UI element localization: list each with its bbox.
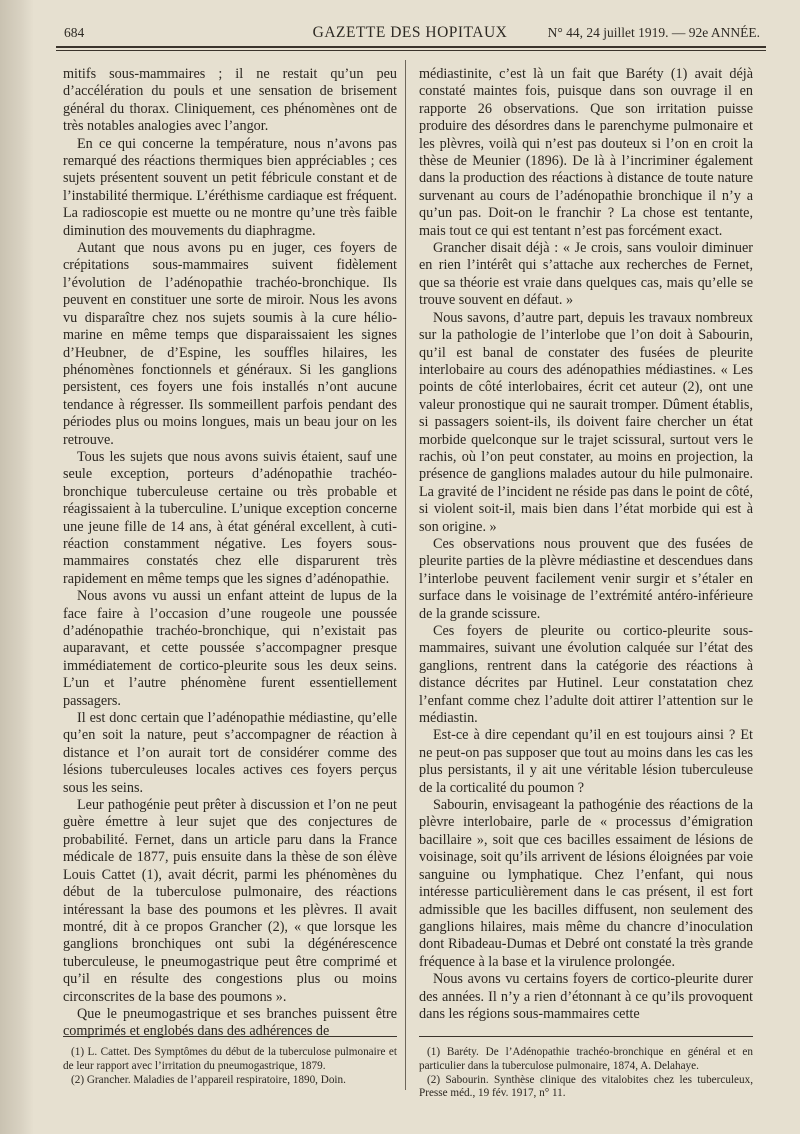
- paragraph: médiastinite, c’est là un fait que Baréty (1) avait déjà constaté maintes fois, puisque dans son ouvrage il en rapporte 26 observations. Que son irritation puisse produire des désordres dans le parenchyme pulmonaire et les plèvres, voilà qui n’est pas douteux si l’on en croit la thèse de Meunier (1896). De là à l’incriminer également dans la production des réactions à distance de toute nature survenant au cours de l’adénopathie bronchique il n’y a qu’un pas. Doit-on le franchir ? La chose est tentante, mais tout ce qui est tentant n’est pas forcément exact.: [419, 66, 753, 239]
- footnote-rule-left: [63, 1036, 397, 1037]
- footnotes-left: [63, 1046, 397, 1087]
- paragraph: mitifs sous-mammaires ; il ne restait qu’un peu d’accélération du pouls et une sensation de brisement général du thorax. Cliniquement, ces phénomènes ont de très notables analogies avec l’angor.: [63, 66, 397, 135]
- footnote-rule-right: [419, 1036, 753, 1037]
- paragraph: Tous les sujets que nous avons suivis étaient, sauf une seule exception, porteurs d’adénopathie trachéo-bronchique tuberculeuse certaine ou très probable et réagissaient à la tuberculine. L’unique exception concerne une jeune fille de 14 ans, à état général excellent, à cuti-réaction constamment négative. Les foyers sous-mammaires constatés chez elle disparurent très rapidement en même temps que les signes d’adénopathie.: [63, 448, 397, 587]
- header-rule-thick: [56, 46, 766, 48]
- footnote: (2) Grancher. Maladies de l’appareil respiratoire, 1890, Doin.: [71, 1073, 346, 1086]
- running-header: [60, 22, 760, 44]
- paragraph: Il est donc certain que l’adénopathie médiastine, qu’elle qu’en soit la nature, peut s’accompagner de réaction à distance et l’on aurait tort de considérer comme des lésions tuberculeuses locales actives ces foyers perçus sous les seins.: [63, 710, 397, 796]
- footnote: (1) Baréty. De l’Adénopathie trachéo-bronchique en général et en particulier dans la tuberculose pulmonaire, 1874, A. Delahaye.: [419, 1046, 753, 1072]
- paragraph: Ces observations nous prouvent que des fusées de pleurite parties de la plèvre médiastine et descendues dans l’interlobe peuvent facilement venir surgir et s’étaler en surface dans le voisinage de l’extrémité antéro-inférieure de la grande scissure.: [419, 535, 753, 622]
- paragraph: Ces foyers de pleurite ou cortico-pleurite sous-mammaires, suivant une évolution calquée sur l’état des ganglions, rentrent dans la catégorie des réactions à distance décrites par Hutinel. Leur constatation chez l’enfant comme chez l’adulte doit attirer l’attention sur le médiastin.: [419, 623, 753, 727]
- journal-title: GAZETTE DES HOPITAUX: [312, 24, 508, 41]
- paragraph: Sabourin, envisageant la pathogénie des réactions de la plèvre interlobaire, parle de « processus d’émigration bacillaire », soit que ces bacilles essaiment de lésions de voisinage, soit qu’ils arrivent de lésions éloignées par voie sanguine ou lymphatique. Chez l’enfant, qui nous intéresse particulièrement dans le cas présent, il est fort admissible que les bacilles diffusent, non seulement des ganglions hilaires, mais même du chancre d’inoculation dont Ribadeau-Dumas et Debré ont constaté la très grande fréquence à la base et la virulence prolongée.: [419, 797, 753, 970]
- paragraph: Grancher disait déjà : « Je crois, sans vouloir diminuer en rien l’intérêt qui s’attache aux recherches de Fernet, que sa théorie est vraie dans quelques cas, mais qu’elle se trouve souvent en défaut. »: [419, 240, 753, 309]
- issue-line: N° 44, 24 juillet 1919. — 92e ANNÉE.: [547, 25, 760, 40]
- header-rule-thin: [56, 50, 766, 51]
- paragraph: En ce qui concerne la température, nous n’avons pas remarqué des réactions thermiques bien appréciables ; ces sujets présentent souvent un petit fébricule constant et de l’instabilité thermique. L’éréthisme cardiaque est fréquent. La radioscopie est muette ou ne montre qu’une très faible diminution des mouvements du diaphragme.: [63, 135, 397, 239]
- page-binding-shadow: [0, 0, 34, 1134]
- paragraph: Que le pneumogastrique et ses branches puissent être comprimés et englobés dans des adhérences de: [63, 1005, 397, 1040]
- footnote: (1) L. Cattet. Des Symptômes du début de la tuberculose pulmonaire et de leur rapport avec l’irritation du pneumogastrique, 1879.: [63, 1046, 397, 1072]
- page-number: 684: [64, 25, 85, 40]
- paragraph: Leur pathogénie peut prêter à discussion et l’on ne peut guère émettre à leur sujet que des conjectures de probabilité. Fernet, dans un article paru dans la France médicale de 1877, puis ensuite dans la thèse de son élève Louis Cattet (1), avait décrit, parmi les phénomènes du début de la tuberculose pulmonaire, des réactions intéressant la base des poumons et les plèvres. Il avait montré, dit à ce propos Grancher (2), « que lorsque les ganglions bronchiques ont subi la dégénérescence tuberculeuse, le pneumogastrique peut être comprimé et qu’il en résulte des congestions plus ou moins circonscrites de la base des poumons ».: [63, 797, 397, 1005]
- footnote: (2) Sabourin. Synthèse clinique des vitalobites chez les tuberculeux, Presse méd., 19 fév. 1917, n° 11.: [419, 1073, 753, 1100]
- paragraph: Autant que nous avons pu en juger, ces foyers de crépitations sous-mammaires suivent fidèlement l’évolution de l’adénopathie trachéo-bronchique. Ils peuvent en constituer une sorte de miroir. Nous les avons vu disparaître chez nos sujets soumis à la cure hélio-marine en même temps que disparaissaient les signes d’Heubner, de d’Espine, les souffles hilaires, les phénomènes fonctionnels et généraux. Si les ganglions persistent, ces foyers une fois installés n’ont aucune tendance à régresser. Ils sommeillent parfois pendant des périodes plus ou moins longues, mais un beau jour on les retrouve.: [63, 240, 397, 448]
- paragraph: Nous avons vu aussi un enfant atteint de lupus de la face faire à l’occasion d’une rougeole une poussée d’adénopathie trachéo-bronchique, qui n’existait pas auparavant, et cette poussée s’accompagner presque immédiatement de cortico-pleurite sous les deux seins. L’un et l’autre phénomène furent essentiellement passagers.: [63, 588, 397, 709]
- column-divider: [405, 60, 406, 1090]
- paragraph: Est-ce à dire cependant qu’il en est toujours ainsi ? Et ne peut-on pas supposer que tout au moins dans les cas les plus persistants, il y ait une véritable lésion tuberculeuse de la corticalité du poumon ?: [419, 727, 753, 796]
- paragraph: Nous avons vu certains foyers de cortico-pleurite durer des années. Il n’y a rien d’étonnant à ce qu’ils provoquent dans les régions sous-mammaires cette: [419, 971, 753, 1022]
- footnotes-right: [419, 1046, 753, 1101]
- paragraph: Nous savons, d’autre part, depuis les travaux nombreux sur la pathologie de l’interlobe que l’on doit à Sabourin, qu’il est banal de constater des fusées de pleurite interlobaire au cours des adénopathies médiastines. « Les points de côté interlobaires, écrit cet auteur (2), ont une valeur pronostique qui ne saurait tromper. Dûment établis, si passagers soient-ils, ils doivent faire chercher un état morbide quelconque sur le trajet scissural, surtout vers le rachis, où l’on peut constater, au moins en projection, la présence de ganglions malades autour du hile pulmonaire. La gravité de l’incident ne réside pas dans le point de côté, si violent soit-il, mais bien dans l’état morbide qui est à son origine. »: [419, 309, 753, 535]
- right-column: [419, 66, 753, 1023]
- left-column: [63, 66, 397, 1041]
